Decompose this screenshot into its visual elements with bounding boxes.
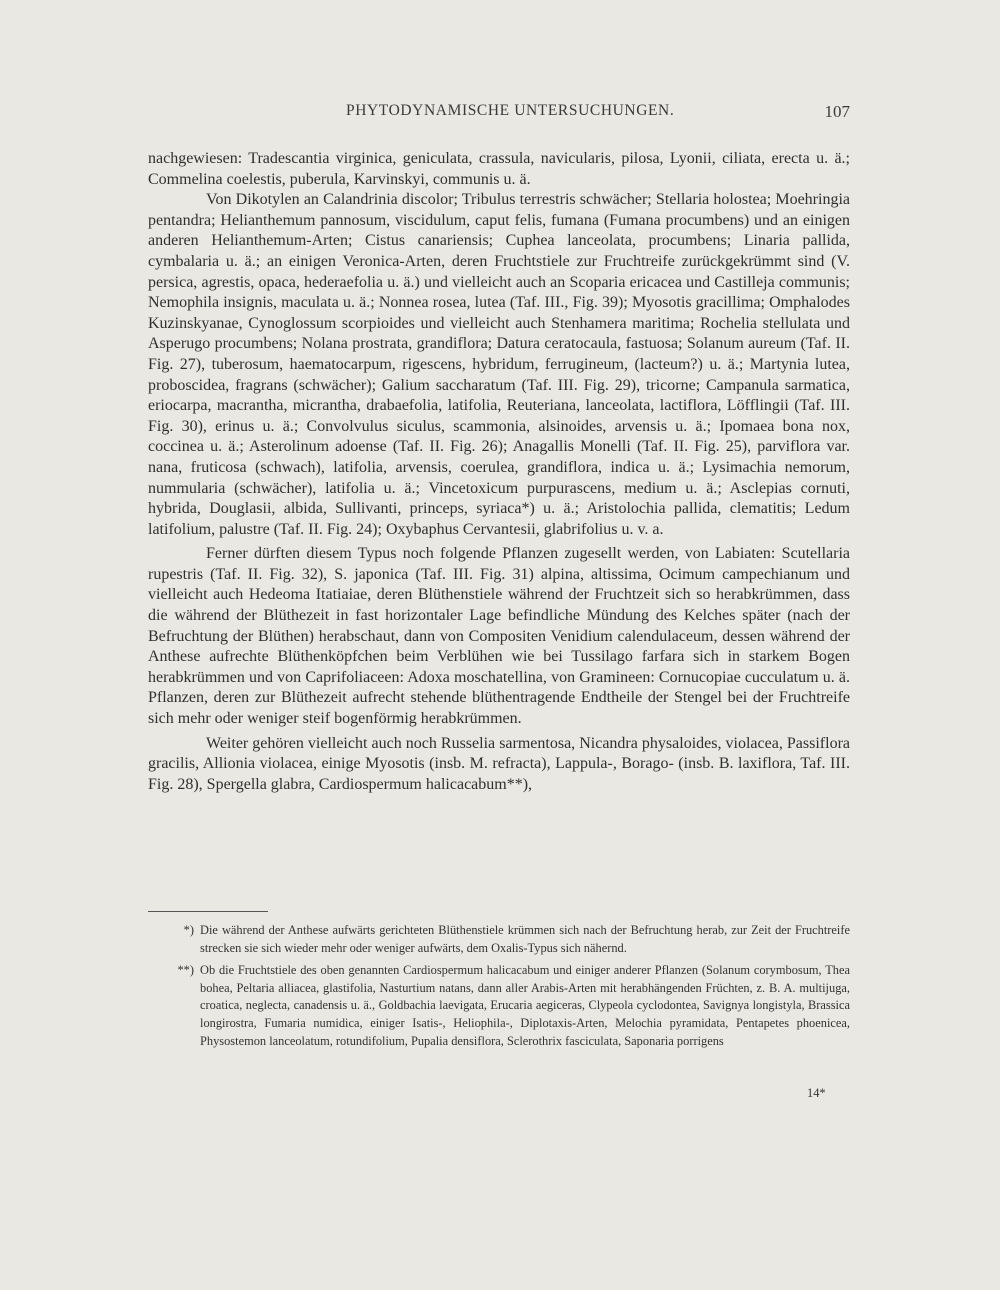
footnote-text: Die während der Anthese aufwärts gerichteten Blüthenstiele krümmen sich nach der Befruchtung herab, zur Zeit der Fruchtreife strecken sie sich wieder mehr oder weniger aufwärts, dem Oxalis-Typus sich nähernd. (200, 923, 850, 955)
footnote-mark: **) (177, 963, 194, 978)
body-text (148, 149, 850, 795)
running-head (148, 102, 850, 126)
footnote-divider (148, 911, 268, 912)
paragraph: nachgewiesen: Tradescantia virginica, geniculata, crassula, navicularis, pilosa, Lyonii, ciliata, erecta u. ä.; Commelina coelestis, puberula, Karvinskyi, communis u. ä. (148, 150, 850, 188)
paragraph: Ferner dürften diesem Typus noch folgende Pflanzen zugesellt werden, von Labiaten: Scutellaria rupestris (Taf. II. Fig. 32), S. japonica (Taf. III. Fig. 31) alpina, altissima, Ocimum campechianum und vielleicht auch Hedeoma Itatiaiae, deren Blüthenstiele während der Fruchtzeit sich so herabkrümmen, dass die während der Blüthezeit in fast horizontaler Lage befindliche Mündung des Kelches später (nach der Befruchtung der Blüthen) herabschaut, dann von Compositen Venidium calendulaceum, dessen während der Anthese aufrechte Blüthenköpfchen beim Verblühen wie bei Tussilago farfara sich in starkem Bogen herabkrümmen und von Caprifoliaceen: Adoxa moschatellina, von Gramineen: Cornucopiae cucculatum u. ä. Pflanzen, deren zur Blüthezeit aufrecht stehende blüthentragende Endtheile der Stengel bei der Fruchtreife sich mehr oder weniger steif bogenförmig herabkrümmen. (148, 545, 850, 728)
page-number: 107 (824, 102, 850, 121)
paragraph: Von Dikotylen an Calandrinia discolor; Tribulus terrestris schwächer; Stellaria holostea; Moehringia pentandra; Helianthemum pannosum, viscidulum, caput felis, fumana (Fumana procumbens) und an einigen anderen Helianthemum-Arten; Cistus canariensis; Cuphea lanceolata, procumbens; Linaria pallida, cymbalaria u. ä.; an einigen Veronica-Arten, deren Fruchtstiele zur Fruchtreife zurückgekrümmt sind (V. persica, agrestis, opaca, hederaefolia u. ä.) und vielleicht auch an Scoparia ericacea und Castilleja communis; Nemophila insignis, maculata u. ä.; Nonnea rosea, lutea (Taf. III., Fig. 39); Myosotis gracillima; Omphalodes Kuzinskyanae, Cynoglossum scorpioides und vielleicht auch Stenhamera maritima; Rochelia stellulata und Asperugo procumbens; Nolana prostrata, grandiflora; Datura ceratocaula, fastuosa; Solanum aureum (Taf. II. Fig. 27), tuberosum, haematocarpum, rigescens, hybridum, ferrugineum, (lacteum?) u. ä.; Martynia lutea, proboscidea, fragrans (schwächer); Galium saccharatum (Taf. III. Fig. 29), tricorne; Campanula sarmatica, eriocarpa, macrantha, micrantha, drabaefolia, latifolia, Reuteriana, lanceolata, lactiflora, Löfflingii (Taf. III. Fig. 30), erinus u. ä.; Convolvulus siculus, scammonia, alsinoides, arvensis u. ä.; Ipomaea bona nox, coccinea u. ä.; Asterolinum adoense (Taf. II. Fig. 26); Anagallis Monelli (Taf. II. Fig. 25), parviflora var. nana, fruticosa (schwach), latifolia, arvensis, coerulea, grandiflora, indica u. ä.; Lysimachia nemorum, nummularia (schwächer), latifolia u. ä.; Vincetoxicum purpurascens, medium u. ä.; Asclepias cornuti, hybrida, Douglasii, albida, Sullivanti, princeps, syriaca*) u. ä.; Aristolochia pallida, clematitis; Ledum latifolium, palustre (Taf. II. Fig. 24); Oxybaphus Cervantesii, glabrifolius u. v. a. (148, 191, 850, 538)
footnote-text: Ob die Fruchtstiele des oben genannten Cardiospermum halicacabum und einiger anderer Pflanzen (Solanum corymbosum, Thea bohea, Peltaria alliacea, glastifolia, Nasturtium natans, dann aller Arabis-Arten mit herabhängenden Früchten, z. B. A. multijuga, croatica, neglecta, canadensis u. ä., Goldbachia laevigata, Erucaria aegiceras, Clypeola cyclodontea, Savignya longistyla, Brassica longirostra, Fumaria numidica, einiger Isatis-, Heliophila-, Diplotaxis-Arten, Melochia pyramidata, Pentapetes phoenicea, Physostemon lanceolatum, rotundifolium, Pupalia densiflora, Sclerothrix fasciculata, Saponaria porrigens (200, 963, 850, 1048)
footnote-mark: *) (183, 923, 194, 937)
footnote (148, 922, 850, 957)
footnotes (148, 922, 850, 1055)
paragraph: Weiter gehören vielleicht auch noch Russelia sarmentosa, Nicandra physaloides, violacea, Passiflora gracilis, Allionia violacea, einige Myosotis (insb. M. refracta), Lappula-, Borago- (insb. B. laxiflora, Taf. III. Fig. 28), Spergella glabra, Cardiospermum halicacabum**), (148, 734, 850, 793)
signature-mark: 14* (807, 1086, 826, 1100)
running-title: PHYTODYNAMISCHE UNTERSUCHUNGEN. (346, 102, 675, 119)
footnote (148, 962, 850, 1050)
